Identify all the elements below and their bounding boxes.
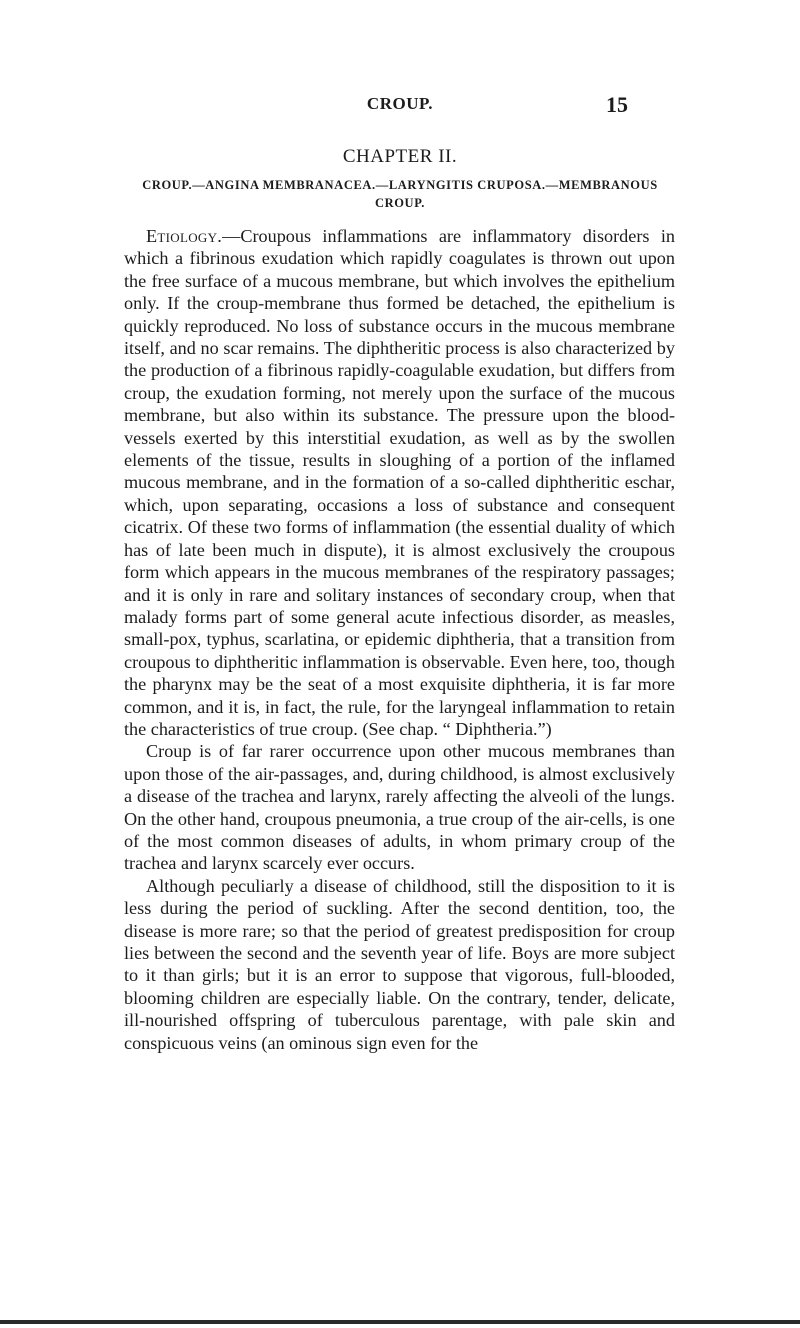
paragraph-1-text: —Croupous inflammations are inflammatory disorders in which a fibrinous exudation which rapidly coagulates is thrown out upon the free surface of a mucous membrane, but which involves the epithelium only. If the croup-membrane thus formed be detached, the epithelium is quickly reproduced. No loss of substance occurs in the mucous membrane itself, and no scar remains. The diphtheritic process is also characterized by the production of a fibrinous rapidly-coagulable exudation, but differs from croup, the exudation forming, not merely upon the surface of the mucous membrane, but also within its substance. The pressure upon the blood-vessels exerted by this interstitial exudation, as well as by the swollen elements of the tissue, results in sloughing of a portion of the inflamed mucous membrane, and in the formation of a so-called diphtheritic eschar, which, upon separating, occasions a loss of substance and consequent cicatrix. Of these two forms of inflammation (the essential duality of which has of late been much in dispute), it is almost exclusively the croupous form which appears in the mucous membranes of the respiratory passages; and it is only in rare and solitary instances of secondary croup, when that malady forms part of some general acute infectious disorder, as measles, small-pox, typhus, scarlatina, or epidemic diphtheria, that a transition from croupous to diphtheritic inflammation is observable. Even here, too, though the pharynx may be the seat of a most exquisite diphtheria, it is far more common, and it is, in fact, the rule, for the laryngeal inflammation to retain the characteristics of true croup. (See chap. “ Diphtheria.”)	[124, 226, 675, 739]
chapter-subtitle: CROUP.—ANGINA MEMBRANACEA.—LARYNGITIS CRUPOSA.—MEMBRANOUS CROUP.	[142, 178, 658, 210]
body-text	[124, 225, 675, 1054]
paragraph-3: Although peculiarly a disease of childhood, still the disposition to it is less during the period of suckling. After the second dentition, too, the disease is more rare; so that the period of greatest predisposition for croup lies between the second and the seventh year of life. Boys are more subject to it than girls; but it is an error to suppose that vigorous, full-blooded, blooming children are especially liable. On the contrary, tender, delicate, ill-nourished offspring of tuberculous parentage, with pale skin and conspicuous veins (an ominous sign even for the	[124, 875, 675, 1053]
running-title: CROUP.	[366, 94, 434, 113]
chapter-heading: CHAPTER II.	[342, 146, 458, 167]
etiology-lead-in: Etiology.	[146, 226, 223, 246]
page-number: 15	[606, 92, 628, 117]
paragraph-2: Croup is of far rarer occurrence upon other mucous membranes than upon those of the air-passages, and, during childhood, is almost exclusively a disease of the trachea and larynx, rarely affecting the alveoli of the lungs. On the other hand, croupous pneumonia, a true croup of the air-cells, is one of the most common diseases of adults, in whom primary croup of the trachea and larynx scarcely ever occurs.	[124, 741, 675, 874]
page-bottom-rule	[0, 1320, 800, 1324]
running-head	[0, 92, 800, 122]
paragraph-etiology	[124, 225, 675, 740]
